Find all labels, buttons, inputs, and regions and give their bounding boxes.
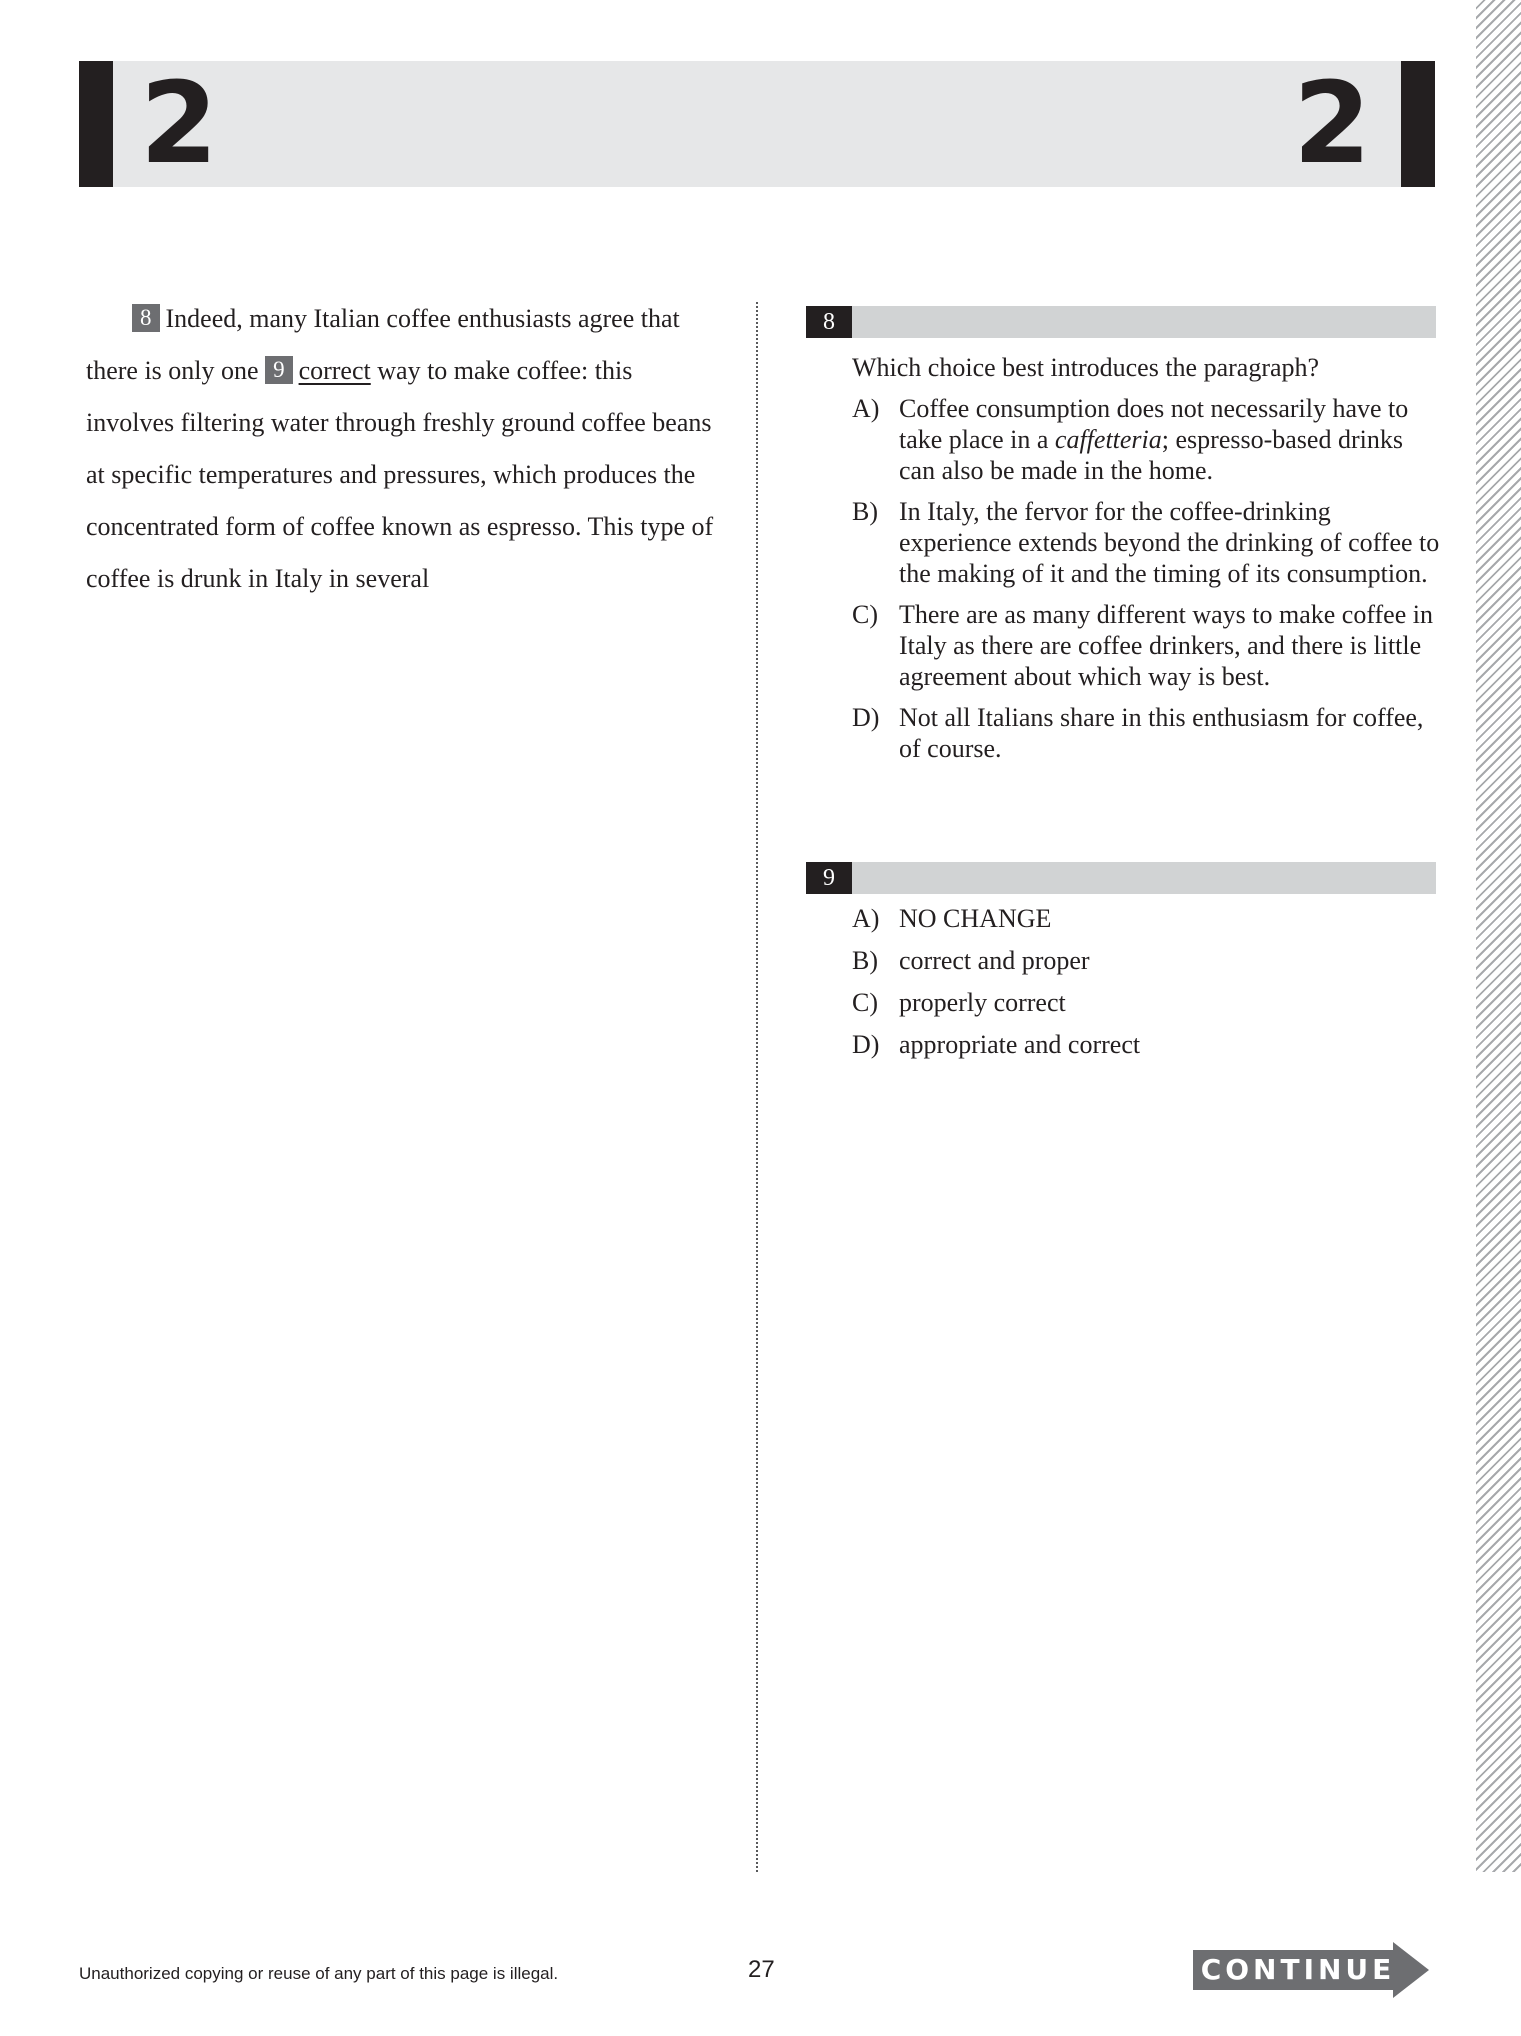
header-bar-right — [1401, 61, 1435, 187]
passage-text-2: way to make coffee: this involves filtering water through freshly ground coffee beans at specific temperatures and pressures, which produces the concentrated form of coffee known as espresso. This type of coffee is drunk in Italy in several — [86, 356, 714, 593]
choice-text: properly correct — [899, 988, 1066, 1017]
choice-letter: C) — [852, 988, 878, 1017]
choice-8-d[interactable] — [852, 702, 1442, 764]
choice-text: In Italy, the fervor for the coffee-drinking experience extends beyond the drinking of coffee to the making of it and the timing of its consumption. — [899, 497, 1440, 588]
question-number-8: 8 — [806, 306, 852, 338]
choice-8-a[interactable] — [852, 393, 1442, 486]
choice-text: There are as many different ways to make coffee in Italy as there are coffee drinkers, and there is little agreement about which way is best. — [899, 600, 1433, 691]
passage — [86, 293, 726, 605]
header-bar-left — [79, 61, 113, 187]
choice-text: Not all Italians share in this enthusiasm for coffee, of course. — [899, 703, 1424, 763]
column-divider — [756, 302, 758, 1872]
choice-letter: B) — [852, 946, 878, 975]
choice-letter: A) — [852, 904, 880, 933]
passage-text-1: Indeed, many Italian coffee enthusiasts agree that there is only one — [86, 304, 680, 385]
choice-letter: D) — [852, 1030, 880, 1059]
choice-9-c[interactable] — [852, 987, 1442, 1018]
choice-text: correct and proper — [899, 946, 1090, 975]
question-header-8 — [806, 306, 1436, 338]
choice-text: appropriate and correct — [899, 1030, 1141, 1059]
page-number: 27 — [748, 1956, 775, 1983]
choice-8-c[interactable] — [852, 599, 1442, 692]
choice-text: NO CHANGE — [899, 904, 1052, 933]
question-marker-9[interactable]: 9 — [265, 356, 293, 384]
choice-letter: C) — [852, 600, 878, 629]
choice-9-b[interactable] — [852, 945, 1442, 976]
choice-9-a[interactable] — [852, 903, 1442, 934]
copyright-notice: Unauthorized copying or reuse of any part of this page is illegal. — [79, 1964, 559, 1983]
question-8 — [852, 352, 1442, 774]
hatched-margin — [1476, 0, 1521, 1872]
choice-letter: B) — [852, 497, 878, 526]
underlined-text: correct — [298, 356, 371, 385]
question-header-9 — [806, 862, 1436, 894]
choice-letter: D) — [852, 703, 880, 732]
section-number-right: 2 — [1293, 59, 1371, 189]
italic-term: caffetteria — [1054, 425, 1162, 454]
question-9 — [852, 903, 1442, 1071]
choice-9-d[interactable] — [852, 1029, 1442, 1060]
continue-button[interactable] — [1193, 1942, 1429, 1998]
question-stem: Which choice best introduces the paragraph? — [852, 353, 1320, 382]
section-header — [79, 61, 1435, 187]
question-marker-8[interactable]: 8 — [132, 304, 160, 332]
choice-text: Coffee consumption does not necessarily have to take place in a caffetteria; espresso-based drinks can also be made in the home. — [899, 394, 1409, 485]
continue-label: CONTINUE — [1200, 1953, 1396, 1986]
choice-8-b[interactable] — [852, 496, 1442, 589]
question-number-9: 9 — [806, 862, 852, 894]
section-number-left: 2 — [140, 59, 218, 189]
choice-letter: A) — [852, 394, 880, 423]
passage-paragraph — [86, 293, 726, 605]
